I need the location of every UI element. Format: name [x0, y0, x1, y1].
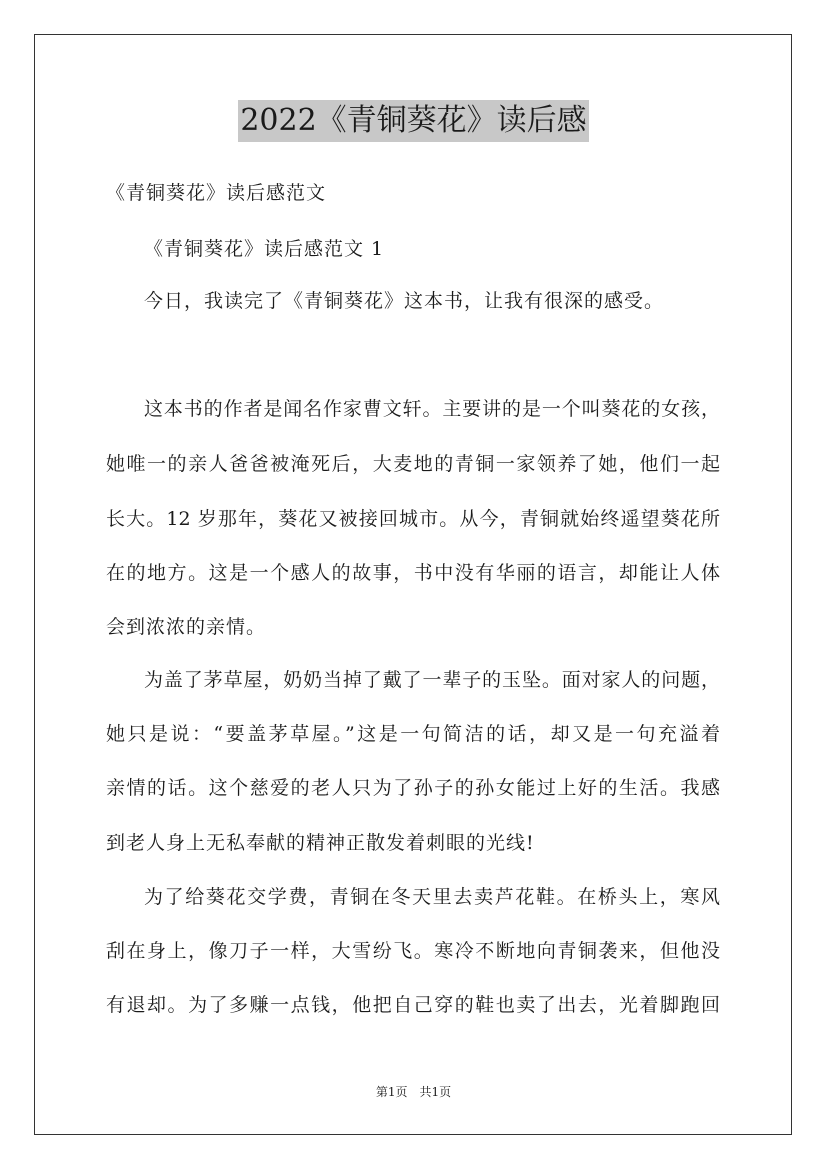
page-footer: 第1页 共1页 — [375, 1085, 452, 1099]
document-title: 2022《青铜葵花》读后感 — [238, 100, 588, 142]
paragraph-line: 亲情的话。这个慈爱的老人只为了孙子的孙女能过上好的生活。我感 — [106, 777, 720, 799]
paragraph-line: 有退却。为了多赚一点钱，他把自己穿的鞋也卖了出去，光着脚跑回 — [106, 994, 720, 1016]
paragraph-line: 为盖了茅草屋，奶奶当掉了戴了一辈子的玉坠。面对家人的问题， — [144, 669, 720, 691]
title-container — [0, 100, 827, 142]
paragraph-line: 到老人身上无私奉献的精神正散发着刺眼的光线! — [106, 832, 535, 854]
intro-paragraph: 今日，我读完了《青铜葵花》这本书，让我有很深的感受。 — [144, 290, 665, 312]
paragraph-line: 为了给葵花交学费，青铜在冬天里去卖芦花鞋。在桥头上，寒风 — [144, 886, 720, 908]
paragraph-line: 会到浓浓的亲情。 — [106, 616, 267, 638]
paragraph-line: 她只是说：“要盖茅草屋。”这是一句简洁的话，却又是一句充溢着 — [106, 723, 720, 745]
paragraph-line: 刮在身上，像刀子一样，大雪纷飞。寒冷不断地向青铜袭来，但他没 — [106, 940, 720, 962]
document-subtitle: 《青铜葵花》读后感范文 — [106, 182, 327, 204]
section-heading: 《青铜葵花》读后感范文 1 — [144, 238, 385, 260]
paragraph-line: 长大。12 岁那年，葵花又被接回城市。从今，青铜就始终遥望葵花所 — [106, 508, 720, 530]
paragraph-line: 她唯一的亲人爸爸被淹死后，大麦地的青铜一家领养了她，他们一起 — [106, 453, 720, 475]
paragraph-line: 在的地方。这是一个感人的故事，书中没有华丽的语言，却能让人体 — [106, 562, 720, 584]
paragraph-line: 这本书的作者是闻名作家曹文轩。主要讲的是一个叫葵花的女孩， — [144, 398, 720, 420]
